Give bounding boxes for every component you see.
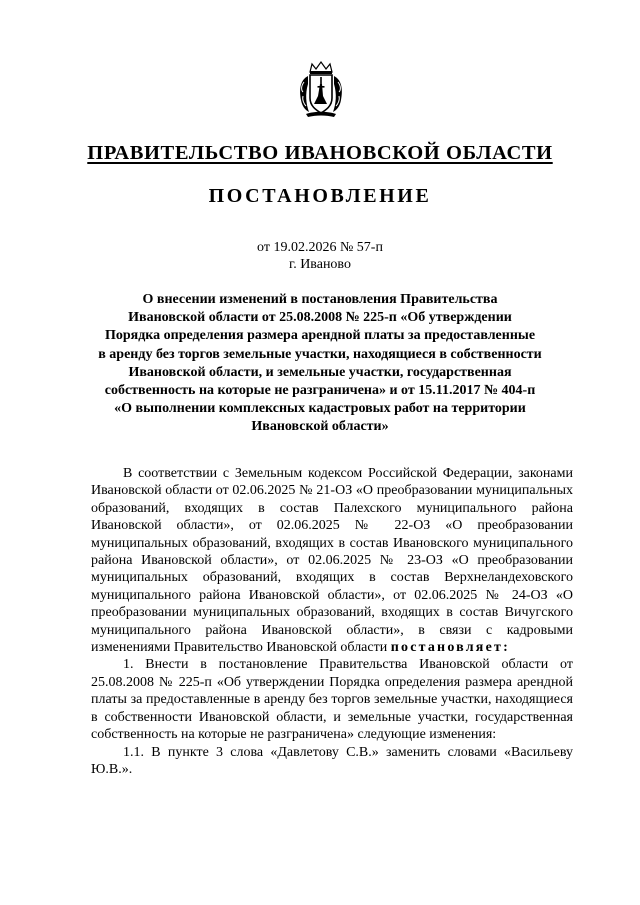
subject-line: собственность на которые не разграничена» и от 15.11.2017 № 404-п	[104, 383, 536, 399]
document-body	[91, 465, 573, 778]
item-1-1-paragraph: 1.1. В пункте 3 слова «Давлетову С.В.» заменить словами «Васильеву Ю.В.».	[91, 744, 573, 777]
subject-line: Ивановской области от 25.08.2008 № 225-п «Об утверждении	[128, 310, 512, 326]
preamble-paragraph	[91, 465, 573, 656]
subject-line: в аренду без торгов земельные участки, находящиеся в собственности	[98, 346, 542, 362]
subject-line: Ивановской области, и земельные участки, государственная	[128, 364, 512, 380]
subject-line: «О выполнении комплексных кадастровых работ на территории	[114, 401, 526, 417]
government-title	[0, 142, 640, 165]
document-city: г. Иваново	[289, 257, 351, 272]
subject-line: Ивановской области»	[251, 419, 389, 435]
resolves-word: постановляет:	[390, 640, 510, 656]
document-date-number: от 19.02.2026 № 57-п	[257, 240, 383, 255]
government-name: ПРАВИТЕЛЬСТВО ИВАНОВСКОЙ ОБЛАСТИ	[87, 142, 553, 164]
document-type: ПОСТАНОВЛЕНИЕ	[208, 185, 432, 207]
document-subject	[80, 291, 560, 437]
subject-line: Порядка определения размера арендной платы за предоставленные	[104, 328, 536, 344]
subject-line: О внесении изменений в постановления Правительства	[142, 292, 498, 307]
preamble-text: В соответствии с Земельным кодексом Российской Федерации, законами Ивановской области от 02.06.2025 № 21-ОЗ «О преобразовании муниципальных образований, входящих в состав Палехского муниципального района Ивановской области», от 02.06.2025 № 22-ОЗ «О преобразовании муниципальных образований, входящих в состав Ивановского муниципального района Ивановской области», от 02.06.2025 № 23-ОЗ «О преобразовании муниципальных образований, входящих в состав Верхнеландеховского муниципального района Ивановской области», от 02.06.2025 № 24-ОЗ «О преобразовании муниципальных образований, входящих в состав Вичугского муниципального района Ивановской области», в связи с кадровыми изменениями Правительство Ивановской области	[91, 466, 573, 656]
ivanovo-coat-of-arms-icon	[296, 60, 346, 118]
item-1-paragraph: 1. Внести в постановление Правительства Ивановской области от 25.08.2008 № 225-п «Об утверждении Порядка определения размера арендной платы за предоставленные в аренду без торгов земельные участки, находящиеся в собственности Ивановской области, и земельные участки, государственная собственность на которые не разграничена» следующие изменения:	[91, 657, 573, 743]
